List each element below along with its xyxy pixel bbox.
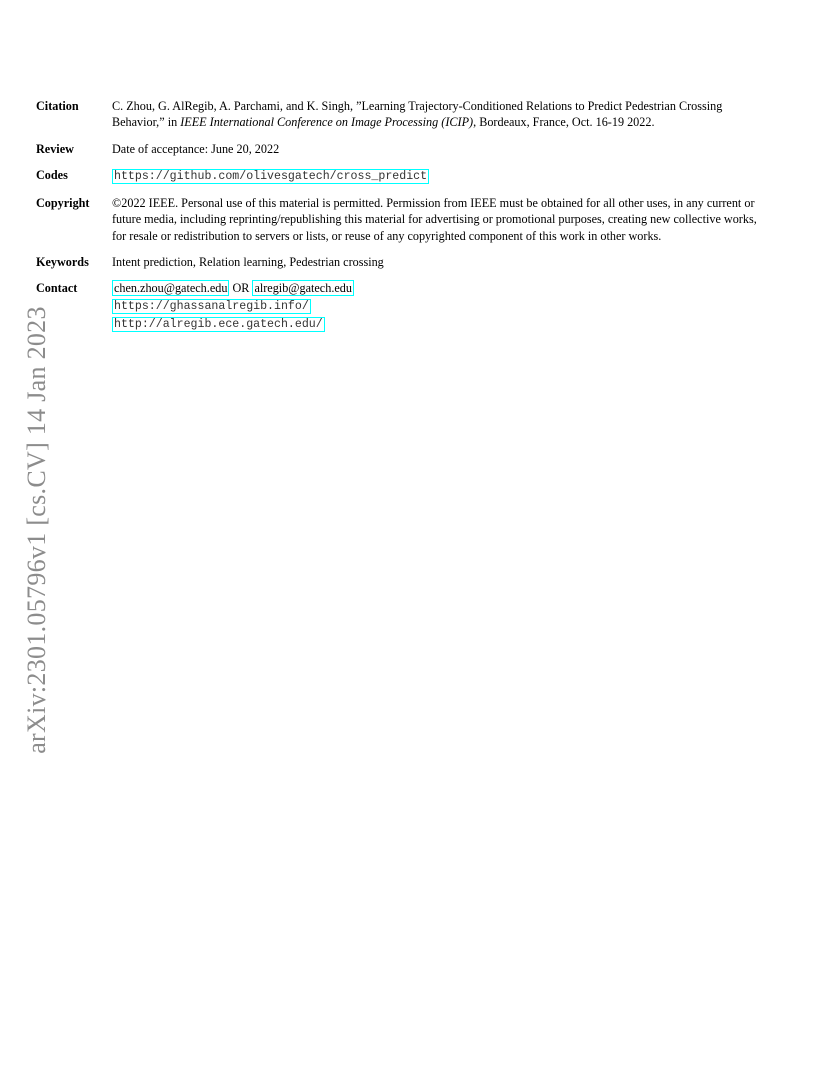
- copyright-label: Copyright: [36, 196, 90, 211]
- arxiv-watermark: arXiv:2301.05796v1 [cs.CV] 14 Jan 2023: [22, 306, 51, 754]
- email-link-chen-zhou[interactable]: chen.zhou@gatech.edu: [114, 281, 228, 296]
- codes-cell: [112, 167, 760, 195]
- copyright-row: [36, 195, 760, 254]
- citation-text-before: C. Zhou, G. AlRegib, A. Parchami, and K. Singh, ”Learning Trajectory-Conditioned Relations to Predict Pedestrian Crossing Behavior,” in: [112, 99, 723, 130]
- codes-row: [36, 167, 760, 195]
- lab-website-link[interactable]: http://alregib.ece.gatech.edu/: [114, 317, 323, 331]
- contact-url1-line: [112, 297, 760, 315]
- contact-row: [36, 280, 760, 343]
- codes-label: Codes: [36, 167, 68, 182]
- codes-link[interactable]: https://github.com/olivesgatech/cross_predict: [114, 169, 428, 183]
- contact-emails: [112, 280, 760, 296]
- citation-venue: IEEE International Conference on Image Processing (ICIP): [180, 115, 474, 130]
- keywords-text: Intent prediction, Relation learning, Pedestrian crossing: [112, 255, 384, 270]
- keywords-label: Keywords: [36, 255, 89, 270]
- citation-row: [36, 98, 760, 141]
- citation-label: Citation: [36, 99, 79, 113]
- copyright-text: ©2022 IEEE. Personal use of this material is permitted. Permission from IEEE must be obtained for all other uses, in any current or future media, including reprinting/republishing this material for advertising or promotional purposes, creating new collective works, for resale or redistribution to servers or lists, or reuse of any copyrighted component of this work in other works.: [112, 196, 757, 243]
- email-link-alregib[interactable]: alregib@gatech.edu: [254, 281, 352, 296]
- review-row: [36, 141, 760, 167]
- contact-separator: OR: [229, 281, 253, 296]
- citation-text: [112, 98, 760, 141]
- contact-url2-line: [112, 315, 760, 333]
- metadata-table: [36, 98, 760, 343]
- contact-cell: [112, 280, 760, 343]
- homepage-link[interactable]: https://ghassanalregib.info/: [114, 299, 309, 313]
- citation-text-after: , Bordeaux, France, Oct. 16-19 2022.: [473, 115, 655, 130]
- contact-label: Contact: [36, 281, 78, 296]
- review-label: Review: [36, 141, 74, 156]
- keywords-row: [36, 254, 760, 280]
- review-text: Date of acceptance: June 20, 2022: [112, 141, 280, 156]
